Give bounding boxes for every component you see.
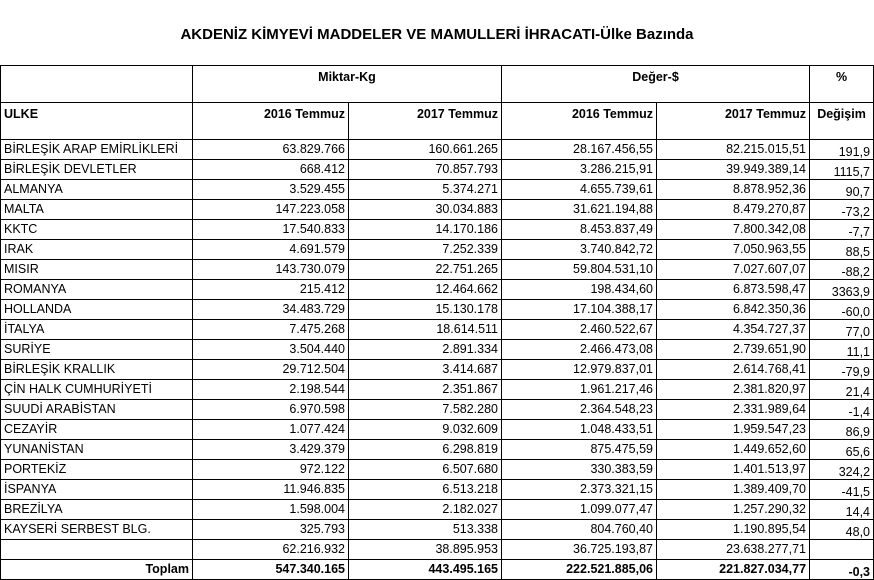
total-row [1, 560, 874, 580]
cell-kg-2016: 7.475.268 [193, 320, 349, 340]
cell-kg-2017: 15.130.178 [349, 300, 502, 320]
cell-usd-2017: 1.190.895,54 [657, 520, 810, 540]
cell-kg-2016: 215.412 [193, 280, 349, 300]
table-row [1, 200, 874, 220]
cell-usd-2017: 2.614.768,41 [657, 360, 810, 380]
cell-country: SURİYE [1, 340, 193, 360]
cell-usd-2017: 8.479.270,87 [657, 200, 810, 220]
cell-usd-2016: 28.167.456,55 [502, 140, 657, 160]
total-kg-2017: 443.495.165 [349, 560, 502, 580]
cell-kg-2017: 2.182.027 [349, 500, 502, 520]
cell-kg-2016: 143.730.079 [193, 260, 349, 280]
cell-change: 88,5 [810, 240, 874, 260]
cell-usd-2017: 23.638.277,71 [657, 540, 810, 560]
cell-usd-2017: 1.449.652,60 [657, 440, 810, 460]
cell-usd-2016: 8.453.837,49 [502, 220, 657, 240]
cell-country: İSPANYA [1, 480, 193, 500]
cell-kg-2017: 6.513.218 [349, 480, 502, 500]
table-row [1, 480, 874, 500]
cell-usd-2017: 2.331.989,64 [657, 400, 810, 420]
header-ulke: ULKE [1, 103, 193, 140]
total-change: -0,3 [810, 560, 874, 580]
cell-kg-2016: 2.198.544 [193, 380, 349, 400]
table-row [1, 220, 874, 240]
header-usd-2017: 2017 Temmuz [657, 103, 810, 140]
cell-country: MALTA [1, 200, 193, 220]
cell-country: KKTC [1, 220, 193, 240]
cell-country: SUUDİ ARABİSTAN [1, 400, 193, 420]
cell-change: -41,5 [810, 480, 874, 500]
cell-country: PORTEKİZ [1, 460, 193, 480]
cell-kg-2017: 160.661.265 [349, 140, 502, 160]
cell-change [810, 540, 874, 560]
cell-country: ROMANYA [1, 280, 193, 300]
cell-kg-2016: 29.712.504 [193, 360, 349, 380]
cell-kg-2016: 1.077.424 [193, 420, 349, 440]
cell-usd-2017: 4.354.727,37 [657, 320, 810, 340]
cell-usd-2016: 3.740.842,72 [502, 240, 657, 260]
cell-kg-2017: 6.298.819 [349, 440, 502, 460]
cell-usd-2016: 875.475,59 [502, 440, 657, 460]
table-row [1, 540, 874, 560]
cell-kg-2017: 9.032.609 [349, 420, 502, 440]
header-empty-cell [1, 66, 193, 103]
cell-change: -60,0 [810, 300, 874, 320]
cell-change: -79,9 [810, 360, 874, 380]
cell-kg-2016: 325.793 [193, 520, 349, 540]
cell-usd-2017: 1.257.290,32 [657, 500, 810, 520]
table-row [1, 240, 874, 260]
cell-country: MISIR [1, 260, 193, 280]
cell-country: BREZİLYA [1, 500, 193, 520]
cell-usd-2017: 7.800.342,08 [657, 220, 810, 240]
cell-usd-2016: 2.460.522,67 [502, 320, 657, 340]
table-row [1, 380, 874, 400]
cell-kg-2017: 6.507.680 [349, 460, 502, 480]
cell-usd-2016: 804.760,40 [502, 520, 657, 540]
table-row [1, 340, 874, 360]
cell-usd-2017: 7.027.607,07 [657, 260, 810, 280]
cell-usd-2017: 1.959.547,23 [657, 420, 810, 440]
table-row [1, 180, 874, 200]
cell-country: İTALYA [1, 320, 193, 340]
table-row [1, 280, 874, 300]
cell-usd-2017: 1.389.409,70 [657, 480, 810, 500]
cell-kg-2016: 668.412 [193, 160, 349, 180]
cell-usd-2016: 1.099.077,47 [502, 500, 657, 520]
cell-usd-2017: 82.215.015,51 [657, 140, 810, 160]
cell-kg-2017: 38.895.953 [349, 540, 502, 560]
cell-usd-2017: 39.949.389,14 [657, 160, 810, 180]
cell-kg-2016: 1.598.004 [193, 500, 349, 520]
cell-usd-2017: 6.842.350,36 [657, 300, 810, 320]
cell-kg-2016: 11.946.835 [193, 480, 349, 500]
cell-usd-2017: 2.381.820,97 [657, 380, 810, 400]
cell-usd-2016: 4.655.739,61 [502, 180, 657, 200]
cell-change: 1115,7 [810, 160, 874, 180]
table-row [1, 500, 874, 520]
cell-kg-2016: 972.122 [193, 460, 349, 480]
cell-kg-2016: 3.529.455 [193, 180, 349, 200]
cell-country: ALMANYA [1, 180, 193, 200]
total-label: Toplam [1, 560, 193, 580]
table-row [1, 460, 874, 480]
cell-usd-2017: 7.050.963,55 [657, 240, 810, 260]
cell-kg-2017: 2.891.334 [349, 340, 502, 360]
cell-kg-2016: 63.829.766 [193, 140, 349, 160]
cell-usd-2016: 198.434,60 [502, 280, 657, 300]
cell-change: 11,1 [810, 340, 874, 360]
cell-change: 90,7 [810, 180, 874, 200]
cell-country: IRAK [1, 240, 193, 260]
cell-kg-2016: 3.504.440 [193, 340, 349, 360]
header-deger: Değer-$ [502, 66, 810, 103]
cell-kg-2016: 3.429.379 [193, 440, 349, 460]
table-row [1, 360, 874, 380]
header-usd-2016: 2016 Temmuz [502, 103, 657, 140]
cell-change: 21,4 [810, 380, 874, 400]
cell-kg-2016: 34.483.729 [193, 300, 349, 320]
cell-country: BİRLEŞİK KRALLIK [1, 360, 193, 380]
cell-kg-2016: 17.540.833 [193, 220, 349, 240]
table-row [1, 440, 874, 460]
cell-kg-2017: 70.857.793 [349, 160, 502, 180]
cell-kg-2017: 14.170.186 [349, 220, 502, 240]
cell-kg-2017: 7.252.339 [349, 240, 502, 260]
header-degisim: Değişim [810, 103, 874, 140]
cell-kg-2017: 7.582.280 [349, 400, 502, 420]
cell-kg-2017: 18.614.511 [349, 320, 502, 340]
cell-country: ÇİN HALK CUMHURİYETİ [1, 380, 193, 400]
table-row [1, 260, 874, 280]
cell-change: 3363,9 [810, 280, 874, 300]
cell-kg-2017: 513.338 [349, 520, 502, 540]
cell-change: -73,2 [810, 200, 874, 220]
cell-usd-2017: 6.873.598,47 [657, 280, 810, 300]
cell-country: KAYSERİ SERBEST BLG. [1, 520, 193, 540]
cell-usd-2016: 1.048.433,51 [502, 420, 657, 440]
table-row [1, 140, 874, 160]
cell-usd-2016: 36.725.193,87 [502, 540, 657, 560]
total-kg-2016: 547.340.165 [193, 560, 349, 580]
table-row [1, 400, 874, 420]
cell-usd-2016: 3.286.215,91 [502, 160, 657, 180]
cell-change: -88,2 [810, 260, 874, 280]
cell-country: YUNANİSTAN [1, 440, 193, 460]
header-miktar: Miktar-Kg [193, 66, 502, 103]
header-kg-2016: 2016 Temmuz [193, 103, 349, 140]
cell-usd-2016: 2.364.548,23 [502, 400, 657, 420]
cell-kg-2016: 62.216.932 [193, 540, 349, 560]
cell-country [1, 540, 193, 560]
cell-usd-2017: 8.878.952,36 [657, 180, 810, 200]
cell-usd-2016: 59.804.531,10 [502, 260, 657, 280]
cell-kg-2017: 30.034.883 [349, 200, 502, 220]
header-row-groups [1, 66, 874, 103]
cell-country: BİRLEŞİK ARAP EMİRLİKLERİ [1, 140, 193, 160]
cell-change: -7,7 [810, 220, 874, 240]
header-row-columns [1, 103, 874, 140]
cell-usd-2016: 2.373.321,15 [502, 480, 657, 500]
cell-usd-2016: 17.104.388,17 [502, 300, 657, 320]
cell-kg-2017: 12.464.662 [349, 280, 502, 300]
cell-change: 324,2 [810, 460, 874, 480]
cell-kg-2016: 147.223.058 [193, 200, 349, 220]
cell-kg-2016: 6.970.598 [193, 400, 349, 420]
header-kg-2017: 2017 Temmuz [349, 103, 502, 140]
cell-change: -1,4 [810, 400, 874, 420]
cell-country: HOLLANDA [1, 300, 193, 320]
header-percent: % [810, 66, 874, 103]
export-table [0, 65, 874, 580]
page-title: AKDENİZ KİMYEVİ MADDELER VE MAMULLERİ İHRACATI-Ülke Bazında [180, 26, 694, 43]
cell-usd-2017: 1.401.513,97 [657, 460, 810, 480]
table-row [1, 320, 874, 340]
cell-change: 65,6 [810, 440, 874, 460]
total-usd-2017: 221.827.034,77 [657, 560, 810, 580]
cell-usd-2017: 2.739.651,90 [657, 340, 810, 360]
cell-kg-2017: 22.751.265 [349, 260, 502, 280]
table-row [1, 520, 874, 540]
cell-change: 86,9 [810, 420, 874, 440]
total-usd-2016: 222.521.885,06 [502, 560, 657, 580]
cell-change: 191,9 [810, 140, 874, 160]
cell-kg-2017: 5.374.271 [349, 180, 502, 200]
cell-kg-2016: 4.691.579 [193, 240, 349, 260]
cell-country: BİRLEŞİK DEVLETLER [1, 160, 193, 180]
cell-usd-2016: 12.979.837,01 [502, 360, 657, 380]
cell-kg-2017: 3.414.687 [349, 360, 502, 380]
table-row [1, 420, 874, 440]
cell-change: 77,0 [810, 320, 874, 340]
cell-change: 48,0 [810, 520, 874, 540]
cell-usd-2016: 31.621.194,88 [502, 200, 657, 220]
cell-change: 14,4 [810, 500, 874, 520]
table-row [1, 300, 874, 320]
cell-country: CEZAYİR [1, 420, 193, 440]
table-row [1, 160, 874, 180]
cell-usd-2016: 330.383,59 [502, 460, 657, 480]
cell-usd-2016: 1.961.217,46 [502, 380, 657, 400]
cell-kg-2017: 2.351.867 [349, 380, 502, 400]
cell-usd-2016: 2.466.473,08 [502, 340, 657, 360]
